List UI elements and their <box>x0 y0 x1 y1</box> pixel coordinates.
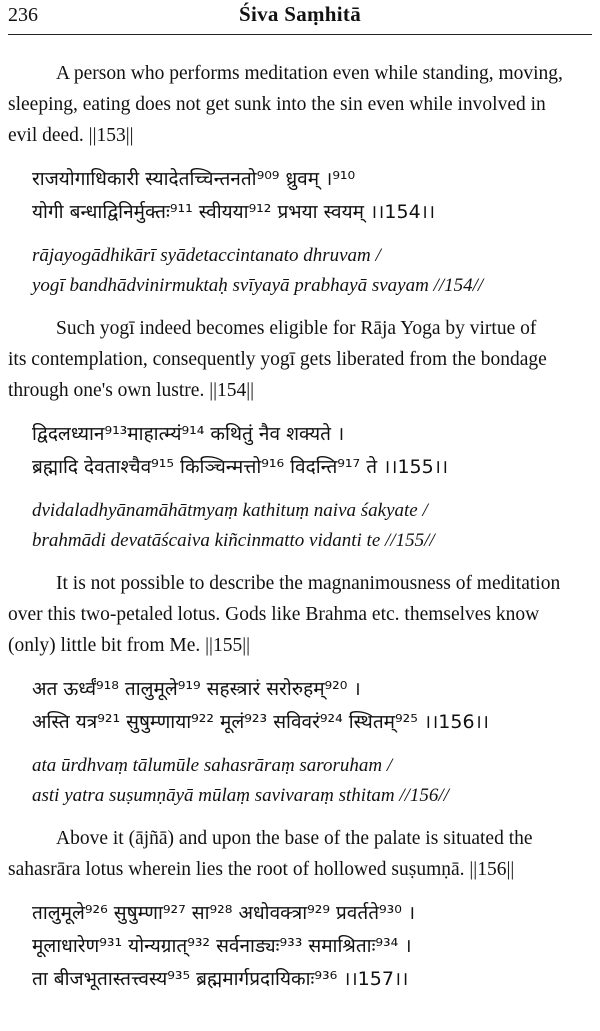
transliteration-line: brahmādi devatāścaiva kiñcinmatto vidanti te //155// <box>32 530 435 551</box>
page-number: 236 <box>8 4 38 26</box>
transliteration-line: rājayogādhikārī syādetaccintanato dhruvam / <box>32 245 381 266</box>
prose-line: evil deed. ||153|| <box>8 125 134 146</box>
verse-line: अस्ति यत्र⁹²¹ सुषुम्णाया⁹²² मूलं⁹²³ सविवरं⁹²⁴ स्थितम्⁹²⁵ ।।156।। <box>32 711 489 733</box>
sanskrit-verse-157 <box>8 897 592 996</box>
verse-line: द्विदलध्यान⁹¹³माहात्म्यं⁹¹⁴ कथितुं नैव शक्यते । <box>32 423 345 445</box>
transliteration-line: yogī bandhādvinirmuktaḥ svīyayā prabhayā svayam //154// <box>32 275 484 296</box>
prose-line: Such yogī indeed becomes eligible for Rāja Yoga by virtue of <box>56 318 537 339</box>
sanskrit-verse-154 <box>8 163 592 229</box>
prose-line: It is not possible to describe the magnanimousness of meditation <box>56 573 561 594</box>
verse-line: राजयोगाधिकारी स्यादेतच्चिन्तनतो⁹⁰⁹ ध्रुवम् ।⁹¹⁰ <box>32 168 356 190</box>
prose-line: its contemplation, consequently yogī gets liberated from the bondage <box>8 349 547 370</box>
transliteration-156 <box>8 751 592 811</box>
transliteration-line: asti yatra suṣumṇāyā mūlaṃ savivaraṃ sthitam //156// <box>32 785 449 806</box>
verse-line: ब्रह्मादि देवताश्चैव⁹¹⁵ किञ्चिन्मत्तो⁹¹⁶ विदन्ति⁹¹⁷ ते ।।155।। <box>32 456 449 478</box>
transliteration-154 <box>8 241 592 301</box>
page-header <box>8 0 592 35</box>
verse-line: तालुमूले⁹²⁶ सुषुम्णा⁹²⁷ सा⁹²⁸ अधोवक्त्रा⁹²⁹ प्रवर्तते⁹³⁰ । <box>32 902 416 924</box>
sanskrit-verse-155 <box>8 418 592 484</box>
verse-line: अत ऊर्ध्वं⁹¹⁸ तालुमूले⁹¹⁹ सहस्त्रारं सरोरुहम्⁹²⁰ । <box>32 678 361 700</box>
prose-line: (only) little bit from Me. ||155|| <box>8 635 250 656</box>
running-title: Śiva Saṃhitā <box>238 2 362 26</box>
prose-line: Above it (ājñā) and upon the base of the palate is situated the <box>56 828 533 849</box>
transliteration-line: ata ūrdhvaṃ tālumūle sahasrāraṃ saroruham / <box>32 755 393 776</box>
prose-paragraph-156 <box>8 823 592 885</box>
prose-line: sleeping, eating does not get sunk into the sin even while involved in <box>8 94 546 115</box>
verse-line: मूलाधारेण⁹³¹ योन्यग्रात्⁹³² सर्वनाड्यः⁹³³ समाश्रिताः⁹³⁴ । <box>32 935 412 957</box>
prose-paragraph-155 <box>8 568 592 661</box>
prose-paragraph-153 <box>8 58 592 151</box>
prose-line: over this two-petaled lotus. Gods like Brahma etc. themselves know <box>8 604 540 625</box>
verse-line: ता बीजभूतास्तत्त्वस्य⁹³⁵ ब्रह्ममार्गप्रदायिकाः⁹³⁶ ।।157।। <box>32 968 409 990</box>
prose-line: A person who performs meditation even while standing, moving, <box>56 63 563 84</box>
prose-line: through one's own lustre. ||154|| <box>8 380 255 401</box>
prose-paragraph-154 <box>8 313 592 406</box>
transliteration-155 <box>8 496 592 556</box>
page-body <box>8 58 592 1008</box>
sanskrit-verse-156 <box>8 673 592 739</box>
verse-line: योगी बन्धाद्विनिर्मुक्तः⁹¹¹ स्वीयया⁹¹² प्रभया स्वयम् ।।154।। <box>32 201 436 223</box>
transliteration-line: dvidaladhyānamāhātmyaṃ kathituṃ naiva śakyate / <box>32 500 428 521</box>
prose-line: sahasrāra lotus wherein lies the root of hollowed suṣumṇā. ||156|| <box>8 859 515 880</box>
